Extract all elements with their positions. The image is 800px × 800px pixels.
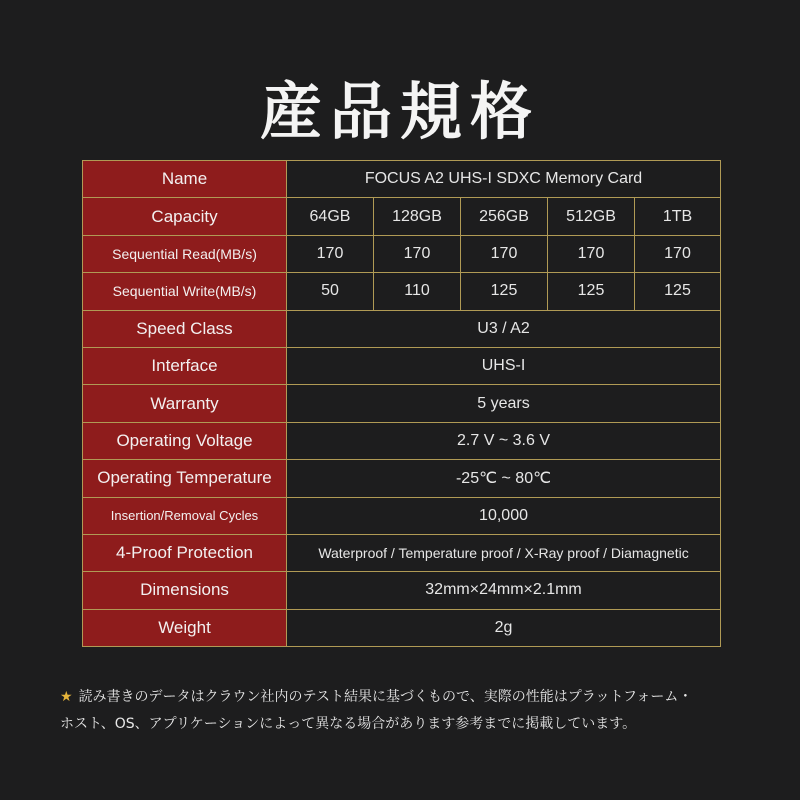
- capacity-cell: 512GB: [548, 198, 635, 235]
- table-row: [83, 273, 721, 310]
- write-cell: 50: [287, 273, 374, 310]
- read-cell: 170: [287, 235, 374, 272]
- row-label-speed-class: Speed Class: [83, 310, 287, 347]
- table-row: [83, 572, 721, 609]
- read-cell: 170: [548, 235, 635, 272]
- table-row: [83, 497, 721, 534]
- table-row: [83, 385, 721, 422]
- capacity-cell: 128GB: [374, 198, 461, 235]
- row-label-voltage: Operating Voltage: [83, 422, 287, 459]
- table-row: [83, 609, 721, 646]
- table-row: [83, 198, 721, 235]
- row-value-voltage: 2.7 V ~ 3.6 V: [287, 422, 721, 459]
- page-title: 産品規格: [259, 75, 540, 148]
- table-row: [83, 422, 721, 459]
- table-row: [83, 310, 721, 347]
- table-row: [83, 161, 721, 198]
- row-label-capacity: Capacity: [83, 198, 287, 235]
- table-row: [83, 347, 721, 384]
- write-cell: 125: [461, 273, 548, 310]
- row-value-temperature: -25℃ ~ 80℃: [287, 460, 721, 497]
- star-icon: ★: [60, 689, 73, 705]
- row-label-proof: 4-Proof Protection: [83, 534, 287, 571]
- table-row: [83, 534, 721, 571]
- capacity-cell: 64GB: [287, 198, 374, 235]
- footnote: [60, 684, 760, 738]
- row-label-interface: Interface: [83, 347, 287, 384]
- row-label-dimensions: Dimensions: [83, 572, 287, 609]
- row-label-name: Name: [83, 161, 287, 198]
- spec-table: [82, 160, 721, 647]
- table-row: [83, 235, 721, 272]
- write-cell: 110: [374, 273, 461, 310]
- row-label-temperature: Operating Temperature: [83, 460, 287, 497]
- row-label-read: Sequential Read(MB/s): [83, 235, 287, 272]
- row-value-speed-class: U3 / A2: [287, 310, 721, 347]
- row-value-interface: UHS-I: [287, 347, 721, 384]
- row-label-write: Sequential Write(MB/s): [83, 273, 287, 310]
- footnote-line-1: [60, 684, 760, 711]
- read-cell: 170: [461, 235, 548, 272]
- row-value-weight: 2g: [287, 609, 721, 646]
- row-value-proof: Waterproof / Temperature proof / X-Ray proof / Diamagnetic: [287, 534, 721, 571]
- row-value-name: FOCUS A2 UHS-I SDXC Memory Card: [287, 161, 721, 198]
- footnote-text-1: 読み書きのデータはクラウン社内のテスト結果に基づくもので、実際の性能はプラットフォーム・: [78, 689, 693, 705]
- read-cell: 170: [635, 235, 721, 272]
- row-value-cycles: 10,000: [287, 497, 721, 534]
- capacity-cell: 1TB: [635, 198, 721, 235]
- row-value-warranty: 5 years: [287, 385, 721, 422]
- row-label-warranty: Warranty: [83, 385, 287, 422]
- capacity-cell: 256GB: [461, 198, 548, 235]
- row-label-cycles: Insertion/Removal Cycles: [83, 497, 287, 534]
- row-label-weight: Weight: [83, 609, 287, 646]
- footnote-line-2: ホスト、OS、アプリケーションによって異なる場合があります参考までに掲載しています。: [60, 716, 637, 732]
- write-cell: 125: [635, 273, 721, 310]
- read-cell: 170: [374, 235, 461, 272]
- write-cell: 125: [548, 273, 635, 310]
- table-row: [83, 460, 721, 497]
- row-value-dimensions: 32mm×24mm×2.1mm: [287, 572, 721, 609]
